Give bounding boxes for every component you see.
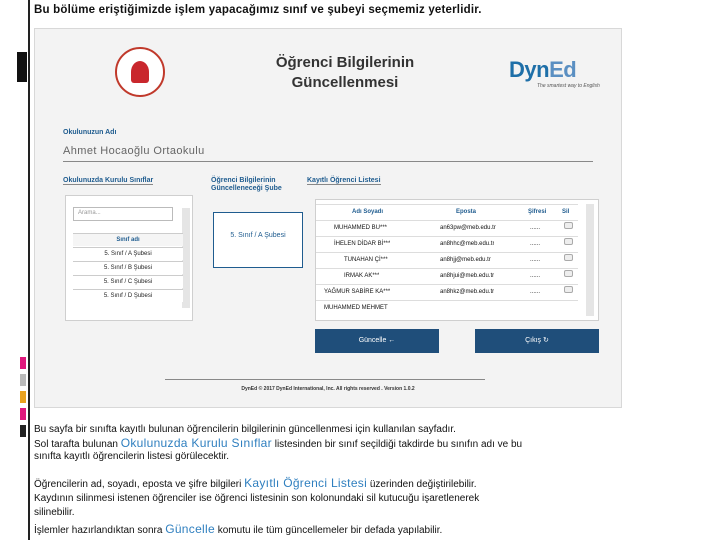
desc-line-3: sınıfta kayıtlı öğrencilerin listesi görülecektir. [34, 451, 230, 462]
desc-line-2-b: listesinden bir sınıf seçildiği takdirde bu sınıfın adı ve bu [274, 439, 523, 450]
desc-line-7-a: İşlemler hazırlandıktan sonra [34, 525, 163, 536]
col-delete-header[interactable]: Sil [562, 209, 570, 215]
gray-marker [20, 374, 26, 386]
delete-checkbox[interactable] [564, 253, 573, 268]
students-scrollbar[interactable] [586, 204, 594, 316]
classes-label: Okulunuzda Kurulu Sınıflar [63, 177, 154, 184]
table-row [316, 284, 578, 300]
desc-line-7-highlight: Güncelle [165, 522, 215, 536]
table-row [316, 220, 578, 236]
footer-text: DynEd © 2017 DynEd International, Inc. All rights reserved . Version 1.0.2 [241, 386, 415, 392]
update-button[interactable] [315, 329, 439, 353]
class-item[interactable]: 5. Sınıf / D Şubesi [73, 289, 183, 302]
exit-icon: ↻ [543, 337, 549, 344]
desc-line-2-a: Sol tarafta bulunan [34, 439, 118, 450]
desc-line-4-b: üzerinden değiştirilebilir. [369, 479, 477, 490]
school-underline [63, 161, 593, 162]
table-row [316, 236, 578, 252]
table-row [316, 300, 578, 316]
student-email[interactable]: an8hkz@meb.edu.tr [440, 289, 495, 295]
class-item[interactable]: 5. Sınıf / A Şubesi [73, 247, 183, 260]
table-header-row [316, 204, 578, 220]
delete-checkbox[interactable] [564, 237, 573, 252]
col-name-header[interactable]: Adı Soyadı [352, 209, 384, 215]
students-table [315, 199, 599, 321]
top-note: Bu bölüme eriştiğimizde işlem yapacağımız sınıf ve şubeyi seçmemiz yeterlidir. [34, 4, 482, 16]
pink-marker-2 [20, 408, 26, 420]
left-rule [28, 0, 30, 540]
student-password[interactable]: ...... [530, 257, 541, 263]
desc-line-4-highlight: Kayıtlı Öğrenci Listesi [244, 476, 368, 490]
student-password[interactable]: ...... [530, 241, 541, 247]
pink-marker [20, 357, 26, 369]
app-screenshot [34, 28, 622, 408]
delete-checkbox[interactable] [564, 269, 573, 284]
black-marker-2 [20, 425, 26, 437]
student-name[interactable]: MUHAMMED MEHMET [324, 305, 388, 311]
student-name[interactable]: İHELEN DİDAR Bİ*** [334, 241, 391, 247]
update-button-label: Güncelle [358, 337, 387, 344]
student-password[interactable]: ...... [530, 289, 541, 295]
page-title [225, 53, 465, 93]
class-column-header[interactable]: Sınıf adı [73, 233, 183, 246]
student-name[interactable]: MUHAMMED BU*** [334, 225, 388, 231]
student-name[interactable]: IRMAK AK*** [344, 273, 380, 279]
col-password-header[interactable]: Şifresi [528, 209, 547, 215]
desc-line-2 [34, 436, 522, 450]
table-row [316, 252, 578, 268]
desc-line-6: silinebilir. [34, 507, 75, 518]
class-item[interactable]: 5. Sınıf / B Şubesi [73, 261, 183, 274]
orange-marker [20, 391, 26, 403]
school-label: Okulunuzun Adı [63, 129, 117, 136]
delete-checkbox[interactable] [564, 285, 573, 300]
footer-divider [165, 379, 485, 380]
desc-line-1: Bu sayfa bir sınıfta kayıtlı bulunan öğrencilerin bilgilerinin güncellenmesi için kullanılan sayfadır. [34, 424, 456, 435]
classes-scrollbar[interactable] [182, 208, 190, 308]
desc-line-4-a: Öğrencilerin ad, soyadı, eposta ve şifre bilgileri [34, 479, 242, 490]
student-email[interactable]: an8hhc@meb.edu.tr [440, 241, 495, 247]
ministry-logo-emblem [131, 61, 149, 83]
delete-checkbox[interactable] [564, 221, 573, 236]
dyned-logo [509, 57, 576, 83]
student-password[interactable]: ...... [530, 273, 541, 279]
student-name[interactable]: TUNAHAN Çİ*** [344, 257, 388, 263]
page-title-line1: Öğrenci Bilgilerinin [275, 54, 415, 71]
desc-line-7-b: komutu ile tüm güncellemeler bir defada yapılabilir. [217, 525, 443, 536]
student-email[interactable]: an63pw@meb.edu.tr [440, 225, 496, 231]
desc-line-7 [34, 522, 442, 536]
student-name[interactable]: YAĞMUR SABİRE KA*** [324, 289, 391, 295]
desc-line-5: Kaydının silinmesi istenen öğrenciler ise öğrenci listesinin son kolonundaki sil kutucuğu işaretlenerek [34, 493, 480, 504]
col-email-header[interactable]: Eposta [456, 209, 477, 215]
selected-class-box: 5. Sınıf / A Şubesi [213, 212, 303, 268]
students-label: Kayıtlı Öğrenci Listesi [307, 177, 381, 184]
desc-line-4 [34, 476, 477, 490]
brand-dyn: Dyn [509, 57, 550, 82]
brand-ed: Ed [549, 57, 577, 82]
save-icon: ← [388, 337, 396, 344]
selected-label: Öğrenci Bilgilerinin Güncelleneceği Şube [211, 177, 282, 192]
school-name: Ahmet Hocaoğlu Ortaokulu [63, 145, 205, 157]
black-marker [17, 52, 27, 82]
class-search-input[interactable]: Arama... [73, 207, 173, 221]
class-item[interactable]: 5. Sınıf / C Şubesi [73, 275, 183, 288]
brand-tagline: The smartest way to English [537, 83, 600, 89]
student-email[interactable]: an8hjj@meb.edu.tr [440, 257, 491, 263]
exit-button-label: Çıkış [525, 337, 542, 344]
student-password[interactable]: ...... [530, 225, 541, 231]
exit-button[interactable] [475, 329, 599, 353]
desc-line-2-highlight: Okulunuzda Kurulu Sınıflar [120, 436, 272, 450]
page-title-line2: Güncellenmesi [291, 74, 399, 91]
table-row [316, 268, 578, 284]
student-email[interactable]: an8hjui@meb.edu.tr [440, 273, 495, 279]
